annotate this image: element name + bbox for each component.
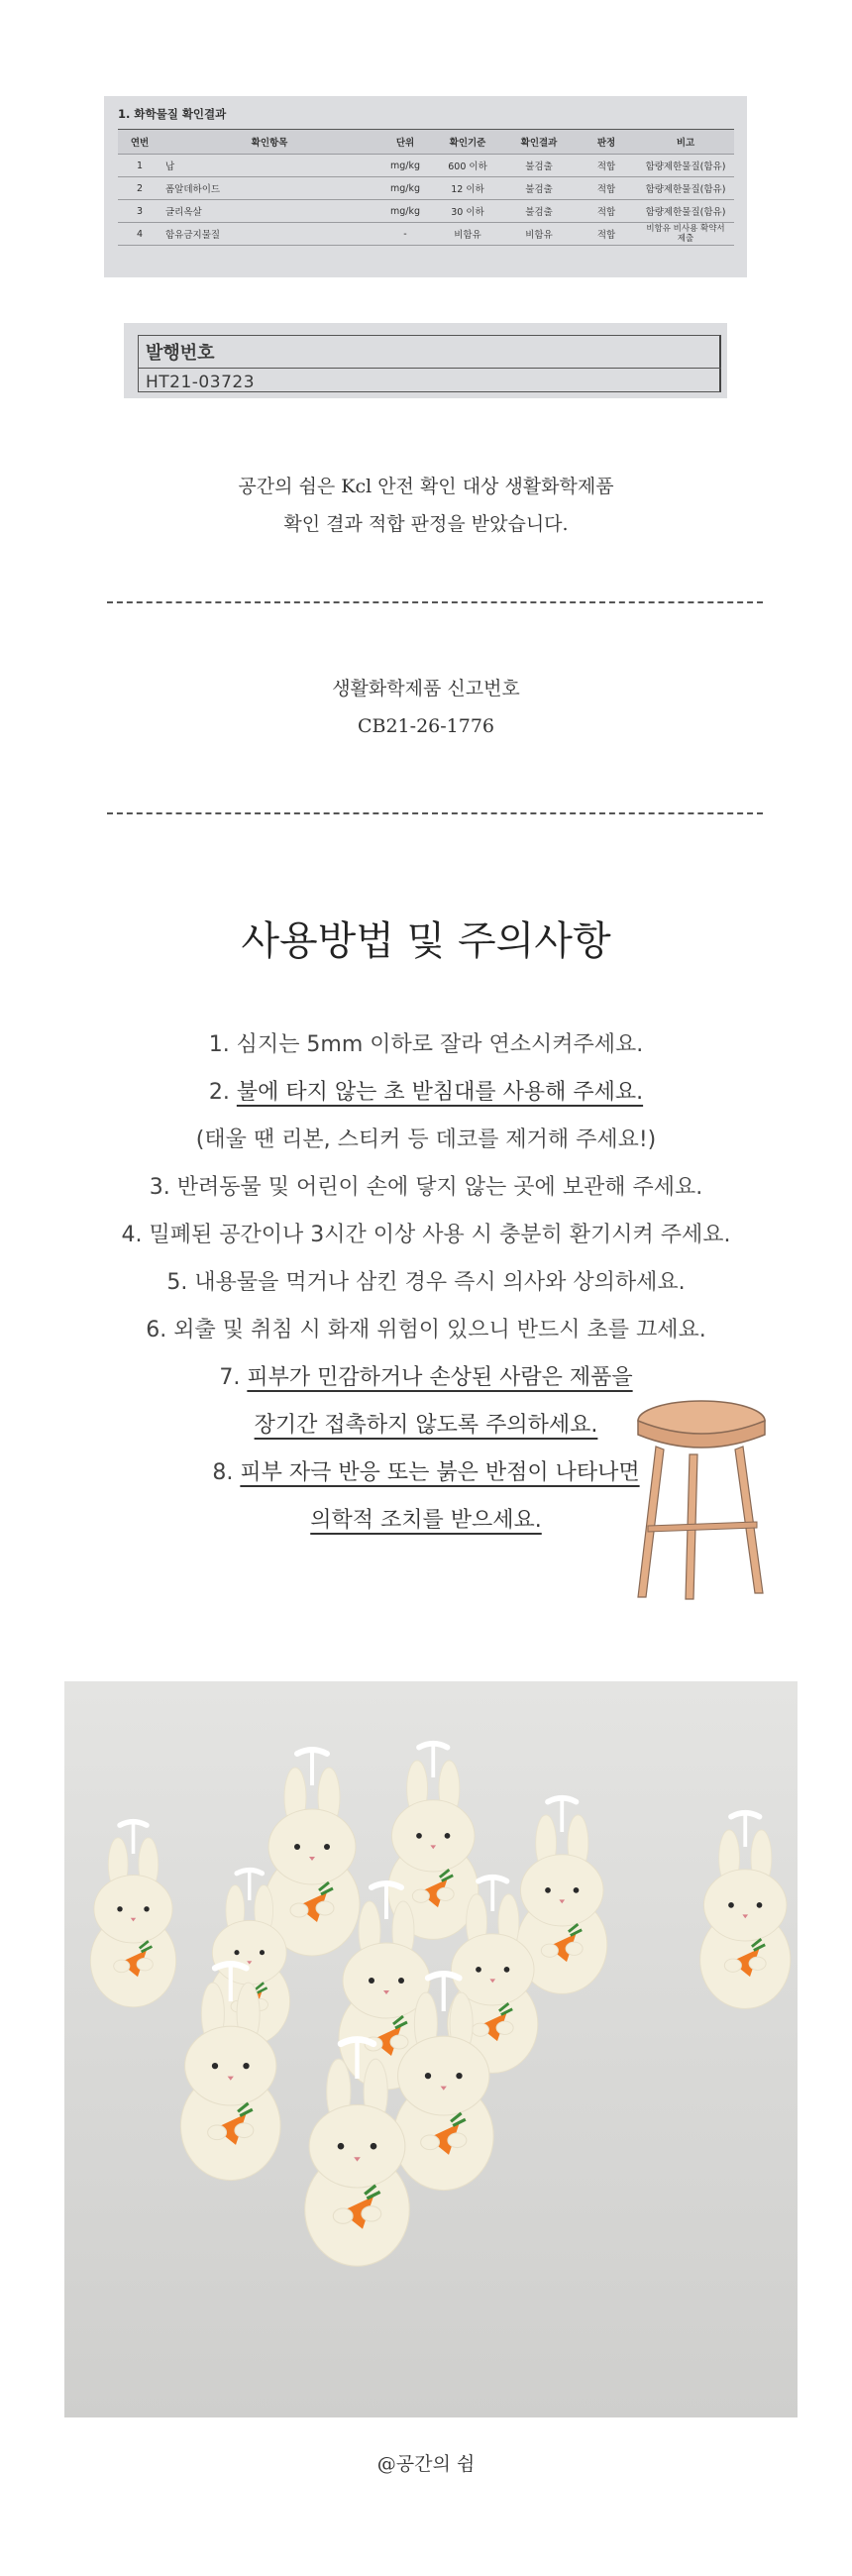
issue-box-divider xyxy=(138,368,721,369)
table-cell: 2 xyxy=(118,177,161,200)
issue-number-value: HT21-03723 xyxy=(146,373,256,392)
table-cell: 함량제한물질(함유) xyxy=(637,200,734,223)
usage-line xyxy=(0,1307,852,1354)
table-cell: mg/kg xyxy=(377,177,433,200)
table-cell: 1 xyxy=(118,155,161,177)
table-cell: 비함유 비사용 확약서 제출 xyxy=(637,223,734,246)
table-cell: 폼알데하이드 xyxy=(161,177,377,200)
usage-line xyxy=(0,1069,852,1117)
column-header: 판정 xyxy=(576,130,637,155)
dashed-divider xyxy=(107,812,763,814)
bunny-candle xyxy=(265,1750,360,1956)
table-cell: 3 xyxy=(118,200,161,223)
table-cell: 함량제한물질(함유) xyxy=(637,177,734,200)
table-cell: 불검출 xyxy=(502,200,576,223)
usage-line-text: 장기간 접촉하지 않도록 주의하세요. xyxy=(254,1413,598,1438)
table-row xyxy=(118,223,734,246)
table-cell: 적합 xyxy=(576,155,637,177)
table-cell: 적합 xyxy=(576,223,637,246)
usage-heading: 사용방법 및 주의사항 xyxy=(241,918,611,964)
usage-line-text: 3. 반려동물 및 어린이 손에 닿지 않는 곳에 보관해 주세요. xyxy=(149,1175,703,1200)
dashed-divider xyxy=(107,601,763,603)
stool-leg xyxy=(735,1447,763,1593)
table-cell: mg/kg xyxy=(377,200,433,223)
report-number-label: 생활화학제품 신고번호 xyxy=(332,678,520,699)
issue-number-label: 발행번호 xyxy=(146,343,215,364)
table-cell: 30 이하 xyxy=(433,200,502,223)
table-cell: 글리옥살 xyxy=(161,200,377,223)
table-cell: 비함유 xyxy=(502,223,576,246)
chemical-results-table xyxy=(118,129,734,246)
usage-line-text: 의학적 조치를 받으세요. xyxy=(310,1508,542,1533)
chemical-results-scan xyxy=(104,96,747,277)
usage-line-text: 피부 자극 반응 또는 붉은 반점이 나타나면 xyxy=(240,1460,640,1485)
safety-statement-line: 공간의 쉼은 Kcl 안전 확인 대상 생활화학제품 xyxy=(238,476,614,497)
column-header: 확인항목 xyxy=(161,130,377,155)
bunny-candles-photo xyxy=(64,1681,798,2417)
usage-line-prefix: 2. xyxy=(208,1080,237,1105)
usage-line xyxy=(0,1021,852,1069)
bunny-candle xyxy=(90,1822,175,2007)
usage-line-prefix: 8. xyxy=(212,1460,241,1485)
bunny-candles-drawing xyxy=(64,1681,798,2417)
table-cell: - xyxy=(377,223,433,246)
usage-line-text: 1. 심지는 5mm 이하로 잘라 연소시켜주세요. xyxy=(208,1032,644,1057)
stool-leg xyxy=(638,1447,664,1597)
usage-line-text: (태울 땐 리본, 스티커 등 데코를 제거해 주세요!) xyxy=(195,1127,657,1152)
usage-line xyxy=(0,1164,852,1212)
usage-line-prefix: 7. xyxy=(219,1365,248,1390)
safety-statement xyxy=(0,468,852,543)
report-number-block xyxy=(0,670,852,745)
usage-line xyxy=(0,1212,852,1259)
table-row xyxy=(118,155,734,177)
table-cell: 4 xyxy=(118,223,161,246)
table-cell: 불검출 xyxy=(502,155,576,177)
usage-line-text: 6. 외출 및 취침 시 화재 위험이 있으니 반드시 초를 끄세요. xyxy=(146,1318,706,1342)
column-header: 단위 xyxy=(377,130,433,155)
table-cell: 적합 xyxy=(576,177,637,200)
stool-illustration xyxy=(632,1395,771,1603)
table-cell: 12 이하 xyxy=(433,177,502,200)
column-header: 확인결과 xyxy=(502,130,576,155)
table-row xyxy=(118,200,734,223)
bunny-candle xyxy=(700,1813,791,2009)
usage-line xyxy=(0,1117,852,1164)
brand-credit: @공간의 쉼 xyxy=(376,2453,476,2475)
usage-line xyxy=(0,1259,852,1307)
table-row xyxy=(118,177,734,200)
report-number-value: CB21-26-1776 xyxy=(357,715,495,737)
column-header: 확인기준 xyxy=(433,130,502,155)
scan-table-title: 1. 화학물질 확인결과 xyxy=(118,107,227,121)
stool-crossbar xyxy=(648,1522,757,1532)
table-cell: 함유금지물질 xyxy=(161,223,377,246)
safety-statement-line: 확인 결과 적합 판정을 받았습니다. xyxy=(283,513,569,535)
table-cell: 함량제한물질(함유) xyxy=(637,155,734,177)
usage-line-text: 4. 밀폐된 공간이나 3시간 이상 사용 시 충분히 환기시켜 주세요. xyxy=(121,1223,731,1247)
table-cell: 비함유 xyxy=(433,223,502,246)
table-cell: 불검출 xyxy=(502,177,576,200)
usage-line-text: 불에 타지 않는 초 받침대를 사용해 주세요. xyxy=(236,1080,644,1105)
table-header-row xyxy=(118,130,734,155)
table-cell: 납 xyxy=(161,155,377,177)
column-header: 비고 xyxy=(637,130,734,155)
issue-number-scan xyxy=(124,323,727,398)
table-cell: 600 이하 xyxy=(433,155,502,177)
usage-line-text: 피부가 민감하거나 손상된 사람은 제품을 xyxy=(247,1365,633,1390)
table-cell: mg/kg xyxy=(377,155,433,177)
usage-line-text: 5. 내용물을 먹거나 삼킨 경우 즉시 의사와 상의하세요. xyxy=(166,1270,686,1295)
table-cell: 적합 xyxy=(576,200,637,223)
column-header: 연번 xyxy=(118,130,161,155)
